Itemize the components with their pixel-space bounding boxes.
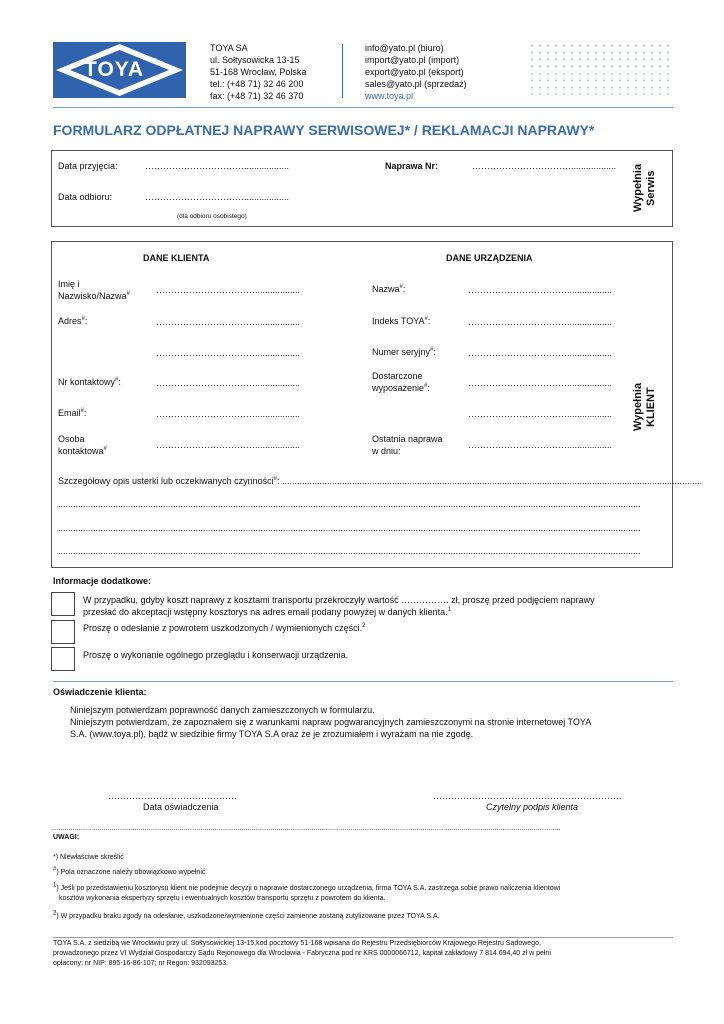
statement-heading: Oświadczenie klienta: — [53, 687, 147, 697]
statement-date-label: Data oświadczenia — [143, 802, 219, 812]
checkbox-return-parts[interactable] — [51, 620, 75, 644]
logo-registered-mark: ® — [152, 57, 158, 66]
service-side-label: Wypełnia Serwis — [632, 163, 657, 213]
contact-person-label: Osoba kontaktowa# — [58, 434, 107, 456]
header-divider — [342, 44, 343, 98]
dot-pattern-decoration — [528, 42, 670, 98]
address-label: Adres#: — [58, 316, 88, 326]
footer-legal: TOYA S.A. z siedzibą we Wrocławiu przy ul. Sołtysowickiej 13-15,kod pocztowy 51-168 wpisana do Rejestru Przedsiębiorców Krajowego Rejestru Sądowego, prowadzonego przez VI Wydział Gospodarczy Sądu Rejonowego dla Wrocławia - Fabryczna pod nr KRS 0000066712, kapitał zakładowy 7 814 694,40 zł w pełni opłacony; nr NIP: 895-16-86-107; nr Regon: 932093253. — [53, 940, 551, 967]
equipment-field-2[interactable]: …………………………….................. — [468, 409, 613, 419]
toya-index-label: Indeks TOYA#: — [372, 316, 431, 326]
address-field-1[interactable]: …………………………….................. — [156, 317, 301, 327]
note-estimate: $^1$) Jeśli po przedstawieniu kosztorysu klient nie podejmie decyzji o naprawie dostarczonego urządzenia, firma TOYA S.A. zastrzega sobie prawo naliczenia klientowi kosztów wykonania ekspertyzy sprzętu i ewentualnych kosztów transportu sprzętu z powrotem do klienta. — [53, 882, 561, 902]
statement-text: Niniejszym potwierdzam poprawność danych zamieszczonych w formularzu. Niniejszym potwierdzam, że zapoznałem się z warunkami napraw pogwarancyjnych zamieszczonymi na stronie internetowej TOYA S.A. (www.toya.pl), bądź w siedzibie firmy TOYA S.A oraz że je zrozumiałem i wyrażam na nie zgodę. — [70, 705, 592, 739]
phone-field[interactable]: …………………………….................. — [156, 378, 301, 388]
email-label: Email#: — [58, 408, 87, 418]
pickup-date-field[interactable]: …………………………….................. — [145, 192, 290, 202]
pickup-note: (dla odbioru osobistego) — [177, 213, 247, 220]
email-office[interactable]: info@yato.pl (biuro) — [365, 43, 444, 53]
company-fax: fax: (+48 71) 32 46 370 — [210, 91, 304, 101]
pickup-date-label: Data odbioru: — [58, 192, 113, 202]
form-title: FORMULARZ ODPŁATNEJ NAPRAWY SERWISOWEJ* / REKLAMACJI NAPRAWY* — [53, 122, 595, 138]
equipment-label: Dostarczone wyposażenie#: — [372, 371, 430, 393]
device-heading: DANE URZĄDZENIA — [446, 253, 533, 263]
signature-field[interactable]: ……………………………………………………… — [433, 791, 622, 801]
logo-text: TOYA — [84, 58, 145, 81]
note-disposal: $^2$) W przypadku braku zgody na odesłanie, uszkodzone/wymienione części zamienne zostaną zutylizowane przez TOYA S.A. — [53, 910, 440, 920]
company-contacts — [365, 42, 467, 102]
last-repair-label: Ostatnia naprawa w dniu: — [372, 434, 443, 456]
checkbox-general-service[interactable] — [51, 647, 75, 671]
received-date-label: Data przyjęcia: — [58, 161, 118, 171]
description-field-4[interactable]: ......................................................................................................................................................................................................................................... — [58, 546, 641, 556]
checkbox-cost-estimate[interactable] — [51, 592, 75, 616]
client-heading: DANE KLIENTA — [143, 253, 210, 263]
company-address — [210, 42, 306, 102]
description-label: Szczegółowy opis usterki lub oczekiwanych czynności#: ........................................................................................................................................................................ — [58, 476, 703, 486]
repair-number-label: Naprawa Nr: — [385, 161, 439, 171]
phone-label: Nr kontaktowy#: — [58, 377, 121, 387]
footer-rule — [53, 937, 673, 938]
name-field[interactable]: …………………………….................. — [156, 285, 301, 295]
client-section — [51, 241, 703, 568]
option-cost-estimate: W przypadku, gdyby koszt naprawy z kosztami transportu przekroczyły wartość ……………. zł, proszę przed podjęciem naprawy przesłać do akceptacji wstępny kosztorys na adres email podany powyżej w danych klienta.$^1$ — [83, 595, 595, 617]
email-import[interactable]: import@yato.pl (import) — [365, 55, 460, 65]
website-link[interactable]: www.toya.pl — [365, 91, 414, 101]
contact-person-field[interactable]: …………………………….................. — [156, 440, 301, 450]
company-phone: tel.: (+48 71) 32 46 200 — [210, 79, 304, 89]
equipment-field-1[interactable]: …………………………….................. — [468, 378, 613, 388]
address-field-2[interactable]: …………………………….................. — [156, 348, 301, 358]
company-city: 51-168 Wrocław, Polska — [210, 67, 307, 77]
option-return-parts: Proszę o odesłanie z powrotem uszkodzonych / wymienionych części.$^2$ — [83, 623, 366, 633]
email-sales[interactable]: sales@yato.pl (sprzedaż) — [365, 79, 467, 89]
note-strike: *) Niewłaściwe skreślić — [53, 854, 124, 861]
toya-index-field[interactable]: …………………………….................. — [468, 317, 613, 327]
last-repair-field[interactable]: …………………………….................. — [468, 440, 613, 450]
note-required: #) Pola oznaczone należy obowiązkowo wypełnić — [53, 866, 206, 876]
device-name-label: Nazwa#: — [372, 284, 406, 294]
service-section — [51, 150, 673, 227]
description-field-3[interactable]: ......................................................................................................................................................................................................................................... — [58, 523, 641, 533]
repair-number-field[interactable]: …………………………….................. — [472, 161, 617, 171]
section-rule — [53, 681, 673, 682]
description-field-1[interactable]: ........................................................................................................................................................................ — [281, 476, 703, 486]
device-name-field[interactable]: …………………………….................. — [468, 285, 613, 295]
company-name: TOYA SA — [210, 43, 248, 53]
email-field[interactable]: …………………………….................. — [156, 409, 301, 419]
serial-number-label: Numer seryjny#: — [372, 347, 436, 357]
description-field-2[interactable]: ......................................................................................................................................................................................................................................... — [58, 499, 641, 509]
received-date-field[interactable]: …………………………….................. — [145, 161, 290, 171]
header-rule — [53, 107, 673, 108]
serial-number-field[interactable]: …………………………….................. — [468, 348, 613, 358]
notes-heading: UWAGI: — [53, 834, 80, 841]
name-label: Imię i Nazwisko/Nazwa# — [58, 279, 130, 301]
company-logo — [53, 42, 186, 98]
signature-label: Czytelny podpis klienta — [486, 802, 579, 812]
email-export[interactable]: export@yato.pl (eksport) — [365, 67, 464, 77]
option-general-service: Proszę o wykonanie ogólnego przeglądu i konserwacji urządzenia. — [83, 650, 349, 660]
statement-date-field[interactable]: ……………………………………. — [108, 791, 237, 801]
notes-separator: ...................................................................................................................................................................................................................................................................... — [51, 825, 561, 832]
additional-info-heading: Informacje dodatkowe: — [53, 576, 152, 586]
company-street: ul. Sołtysowicka 13-15 — [210, 55, 300, 65]
client-side-label: Wypełnia KLIENT — [632, 382, 657, 432]
